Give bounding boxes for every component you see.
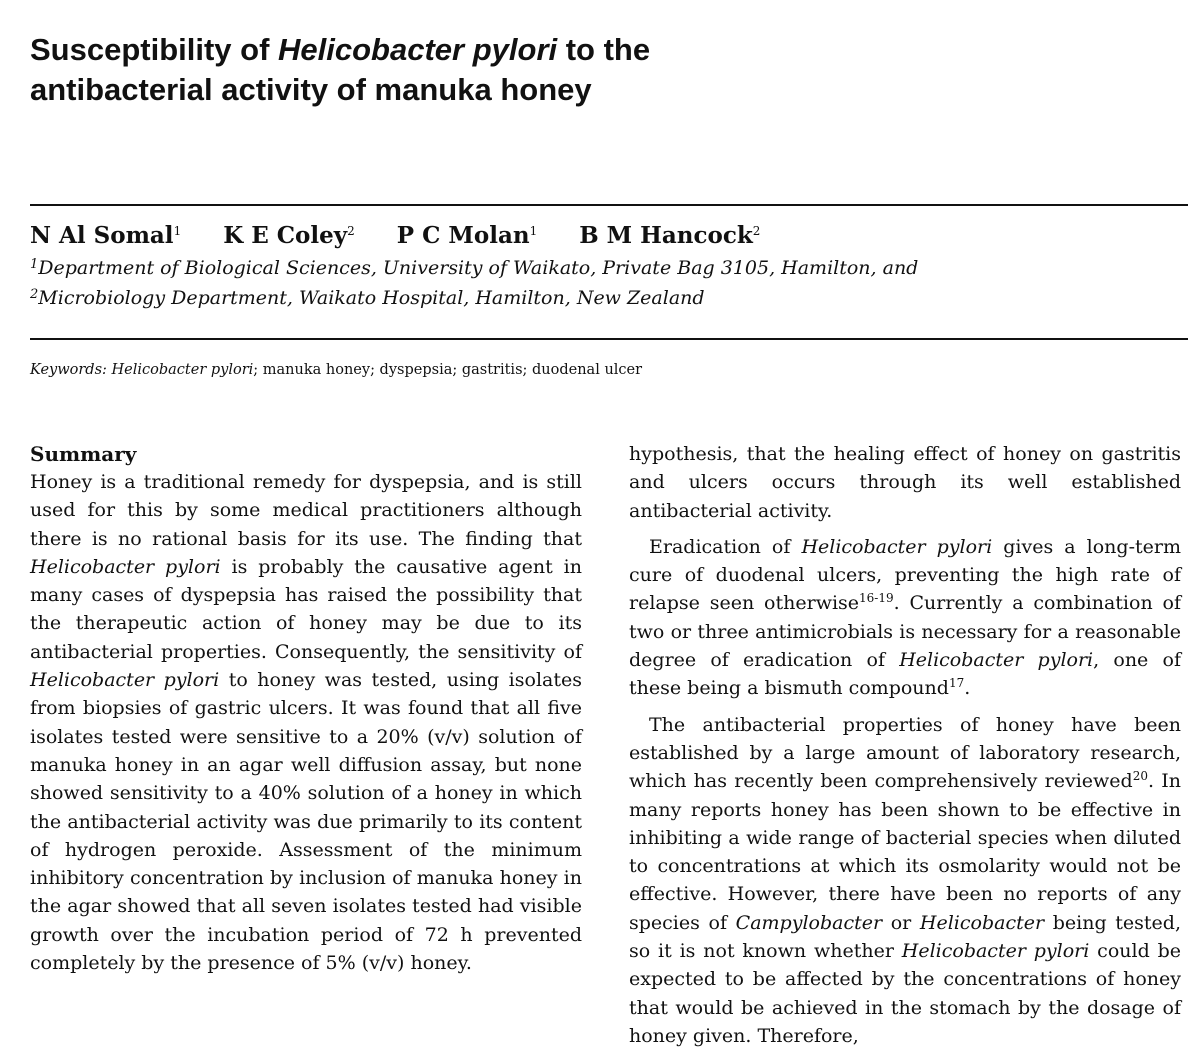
affiliation-1 (30, 257, 1170, 279)
author (223, 222, 355, 249)
author-name: K E Coley (223, 222, 348, 249)
affiliation-text: Microbiology Department, Waikato Hospital, Hamilton, New Zealand (38, 287, 705, 309)
citation-ref: 17 (948, 676, 965, 691)
top-rule (30, 204, 1188, 206)
body-text: . (964, 677, 971, 700)
title-line-2: antibacterial activity of manuka honey (30, 72, 592, 107)
summary-text: to honey was tested, using isolates from biopsies of gastric ulcers. It was found that all five isolates tested were sensitive to a 20% (v/v) solution of manuka honey in an agar well diffusion assay, but none showed sensitivity to a 40% solution of a honey in which the antibacterial activity was due primarily to its content of hydrogen peroxide. Assessment of the minimum inhibitory concentration by inclusion of manuka honey in the agar showed that all seven isolates tested had visible growth over the incubation period of 72 h prevented completely by the presence of 5% (v/v) honey. (30, 669, 582, 975)
affiliation-mark: 2 (30, 287, 39, 302)
citation-ref: 20 (1132, 769, 1148, 784)
author-affiliation-mark: 1 (529, 224, 538, 238)
body-italic-genus: Campylobacter (735, 911, 883, 934)
summary-heading: Summary (30, 442, 137, 466)
body-text: Eradication of (649, 535, 802, 558)
affiliation-text: Department of Biological Sciences, University of Waikato, Private Bag 3105, Hamilton, and (38, 257, 919, 279)
author (397, 222, 537, 249)
left-column (30, 440, 582, 977)
title-text: to the (557, 32, 651, 67)
body-italic-species: Helicobacter pylori (899, 649, 1094, 672)
right-column (629, 440, 1181, 1050)
body-paragraph-1: hypothesis, that the healing effect of honey on gastritis and ulcers occurs through its well established antibacterial activity. (629, 443, 1181, 522)
title-text: Susceptibility of (30, 32, 279, 67)
keywords-list: ; manuka honey; dyspepsia; gastritis; duodenal ulcer (253, 362, 643, 378)
author-affiliation-mark: 2 (347, 224, 355, 238)
summary-italic-species: Helicobacter pylori (30, 669, 220, 692)
summary-italic-species: Helicobacter pylori (30, 555, 221, 578)
body-text: . Currently a combination of two or three antimicrobials is necessary for a reasonable degree of eradication of (629, 592, 1181, 672)
summary-paragraph (30, 468, 582, 977)
summary-text: is probably the causative agent in many cases of dyspepsia has raised the possibility that the therapeutic action of honey may be due to its antibacterial properties. Consequently, the sensitivity of (30, 555, 582, 663)
title-italic-species: Helicobacter pylori (278, 32, 558, 67)
author (579, 222, 760, 249)
citation-ref: 16-19 (859, 591, 894, 606)
affiliation-mark: 1 (30, 257, 39, 272)
article-title (30, 30, 790, 110)
keywords-line (30, 362, 1170, 378)
affiliation-2 (30, 287, 1170, 309)
body-text: or (882, 911, 920, 934)
keywords-label: Keywords: (30, 362, 107, 378)
body-text: . In many reports honey has been shown to be effective in inhibiting a wide range of bacterial species when diluted to concentrations at which its osmolarity would not be effective. However, there have been no reports of any species of (629, 770, 1181, 934)
body-italic-genus: Helicobacter (919, 911, 1045, 934)
body-text: , one of these being a bismuth compound (629, 649, 1181, 700)
author-list (30, 222, 1170, 249)
body-paragraph-3 (629, 711, 1181, 1050)
body-italic-species: Helicobacter pylori (801, 535, 993, 558)
author-affiliation-mark: 2 (752, 224, 761, 238)
body-paragraph-2 (629, 533, 1181, 703)
body-text: gives a long-term cure of duodenal ulcers, preventing the high rate of relapse seen otherwise (629, 535, 1181, 615)
summary-text: Honey is a traditional remedy for dyspepsia, and is still used for this by some medical practitioners although there is no rational basis for its use. The finding that (30, 471, 582, 550)
author (30, 222, 181, 249)
body-text: being tested, so it is not known whether (629, 911, 1181, 963)
author-name: N Al Somal (30, 222, 174, 249)
keyword-species: Helicobacter pylori (111, 362, 254, 378)
author-name: B M Hancock (579, 222, 753, 249)
middle-rule (30, 338, 1188, 340)
body-text: The antibacterial properties of honey have been established by a large amount of laboratory research, which has recently been comprehensively reviewed (629, 713, 1181, 793)
body-italic-species: Helicobacter pylori (901, 940, 1090, 963)
title-line-1 (30, 30, 790, 70)
author-affiliation-mark: 1 (173, 224, 182, 238)
body-text: could be expected to be affected by the concentrations of honey that would be achieved in the stomach by the dosage of honey given. Therefore, (629, 940, 1181, 1047)
author-name: P C Molan (396, 222, 530, 249)
